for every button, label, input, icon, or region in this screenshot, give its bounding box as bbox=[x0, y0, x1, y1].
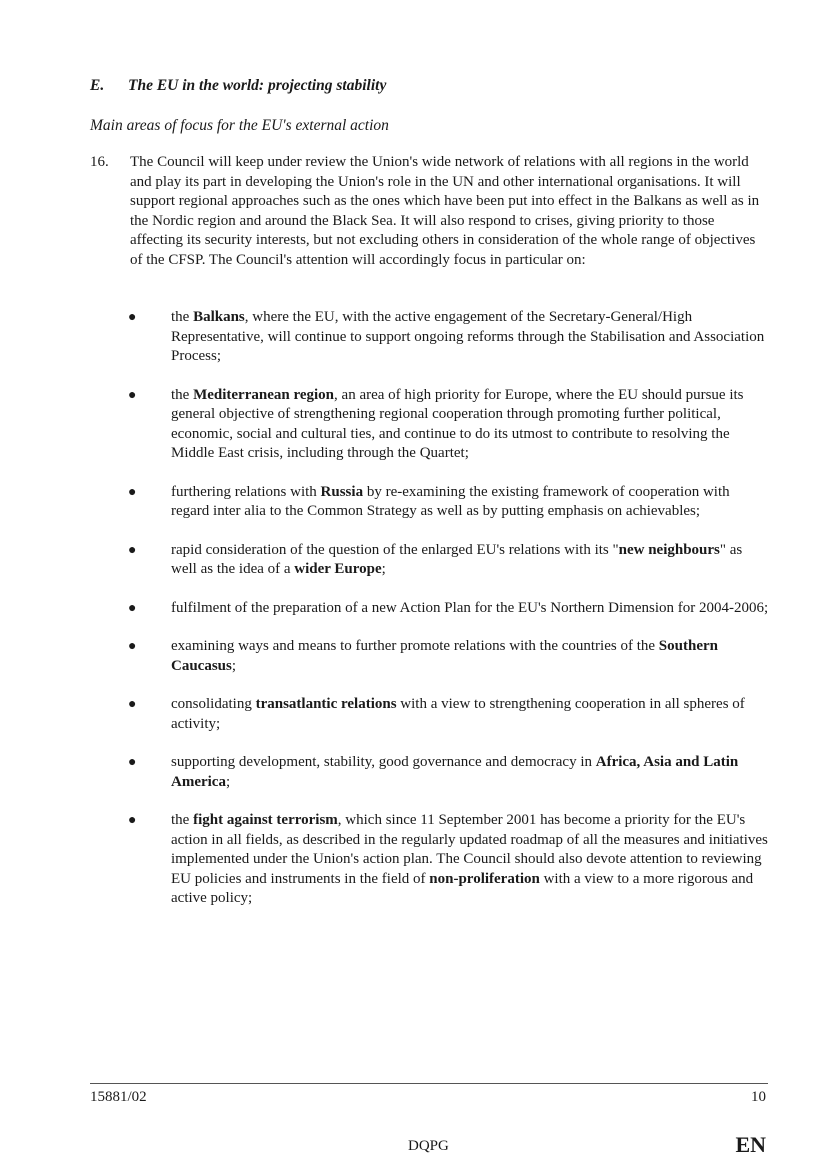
bullet-icon: ● bbox=[128, 600, 137, 616]
item-bold: Russia bbox=[320, 483, 364, 500]
department-code: DQPG bbox=[408, 1138, 449, 1154]
section-title: The EU in the world: projecting stability bbox=[128, 77, 387, 94]
item-bold: fight against terrorism bbox=[193, 812, 338, 828]
item-text: with a view to strengthening cooperation in all spheres of activity; bbox=[171, 696, 745, 732]
list-item bbox=[90, 753, 770, 792]
bullet-icon: ● bbox=[128, 542, 137, 558]
item-bold: wider Europe bbox=[294, 561, 382, 577]
item-text: by re-examining the existing framework of cooperation with regard inter alia to the Common Strategy as well as by putting emphasis on achievables; bbox=[171, 483, 730, 519]
item-text: examining ways and means to further promote relations with the countries of the bbox=[171, 638, 659, 654]
item-text: rapid consideration of the question of the enlarged EU's relations with its " bbox=[171, 541, 619, 558]
item-text: furthering relations with bbox=[171, 483, 321, 500]
paragraph-16 bbox=[90, 153, 760, 270]
bullet-icon: ● bbox=[128, 387, 137, 403]
page-number: 10 bbox=[751, 1089, 766, 1105]
item-text: fulfilment of the preparation of a new Action Plan for the EU's Northern Dimension for 2004-2006; bbox=[171, 599, 769, 616]
item-text: " as well as the idea of a bbox=[171, 541, 743, 577]
item-text: ; bbox=[381, 561, 386, 577]
item-text: , which since 11 September 2001 has become a priority for the EU's action in all fields, as described in the regularly updated roadmap of all the measures and initiatives implemented under the Union's action plan. The Council should also devote attention to reviewing EU policies and instruments in the field of bbox=[171, 812, 768, 887]
bullet-icon: ● bbox=[128, 697, 137, 712]
list-item bbox=[90, 811, 770, 909]
focus-list bbox=[90, 308, 770, 928]
bullet-icon: ● bbox=[128, 755, 137, 770]
bullet-icon: ● bbox=[128, 813, 137, 828]
section-subtitle: Main areas of focus for the EU's external action bbox=[90, 117, 389, 134]
bullet-icon: ● bbox=[128, 310, 137, 325]
footer-divider bbox=[90, 1083, 768, 1084]
item-text: , where the EU, with the active engagement of the Secretary-General/High Representative, will continue to support ongoing reforms through the Stabilisation and Association Process; bbox=[171, 309, 765, 364]
bullet-icon: ● bbox=[128, 639, 137, 654]
bullet-icon: ● bbox=[128, 484, 137, 500]
item-bold: Africa, Asia and Latin America bbox=[171, 754, 739, 790]
item-bold: non-proliferation bbox=[429, 870, 540, 887]
item-bold: transatlantic relations bbox=[255, 696, 397, 712]
list-item bbox=[90, 637, 770, 676]
paragraph-number: 16. bbox=[90, 154, 109, 170]
list-item bbox=[90, 599, 770, 619]
item-text: the bbox=[171, 812, 194, 828]
item-text: ; bbox=[231, 657, 237, 674]
item-bold: Balkans bbox=[193, 309, 245, 325]
list-item bbox=[90, 695, 770, 734]
list-item bbox=[90, 483, 770, 522]
item-text: with a view to a more rigorous and active policy; bbox=[171, 870, 754, 906]
item-bold: new neighbours bbox=[618, 541, 720, 558]
item-text: the bbox=[171, 309, 194, 325]
item-text: supporting development, stability, good governance and democracy in bbox=[171, 754, 596, 770]
list-item bbox=[90, 308, 770, 367]
section-letter: E. bbox=[90, 77, 105, 94]
item-bold: Southern Caucasus bbox=[171, 638, 718, 674]
list-item bbox=[90, 541, 770, 580]
list-item bbox=[90, 386, 770, 464]
item-text: ; bbox=[225, 773, 231, 790]
item-text: the bbox=[171, 386, 194, 403]
document-reference: 15881/02 bbox=[90, 1089, 147, 1105]
paragraph-text: The Council will keep under review the Union's wide network of relations with all regions in the world and play its part in developing the Union's role in the UN and other international organisations. It will support regional approaches such as the ones which have been put into effect in the Balkans as well as in the Nordic region and around the Black Sea. It will also respond to crises, giving priority to those affecting its security interests, but not excluding others in consideration of the whole range of objectives of the CFSP. The Council's attention will accordingly focus in particular on: bbox=[130, 154, 760, 268]
item-text: , an area of high priority for Europe, where the EU should pursue its general objective of strengthening regional cooperation through promoting further political, economic, social and cultural ties, and continue to do its utmost to contribute to resolving the Middle East crisis, including through the Quartet; bbox=[171, 386, 744, 461]
section-heading bbox=[90, 77, 386, 95]
item-bold: Mediterranean region bbox=[193, 386, 335, 403]
language-code: EN bbox=[735, 1132, 766, 1157]
item-text: consolidating bbox=[171, 696, 256, 712]
